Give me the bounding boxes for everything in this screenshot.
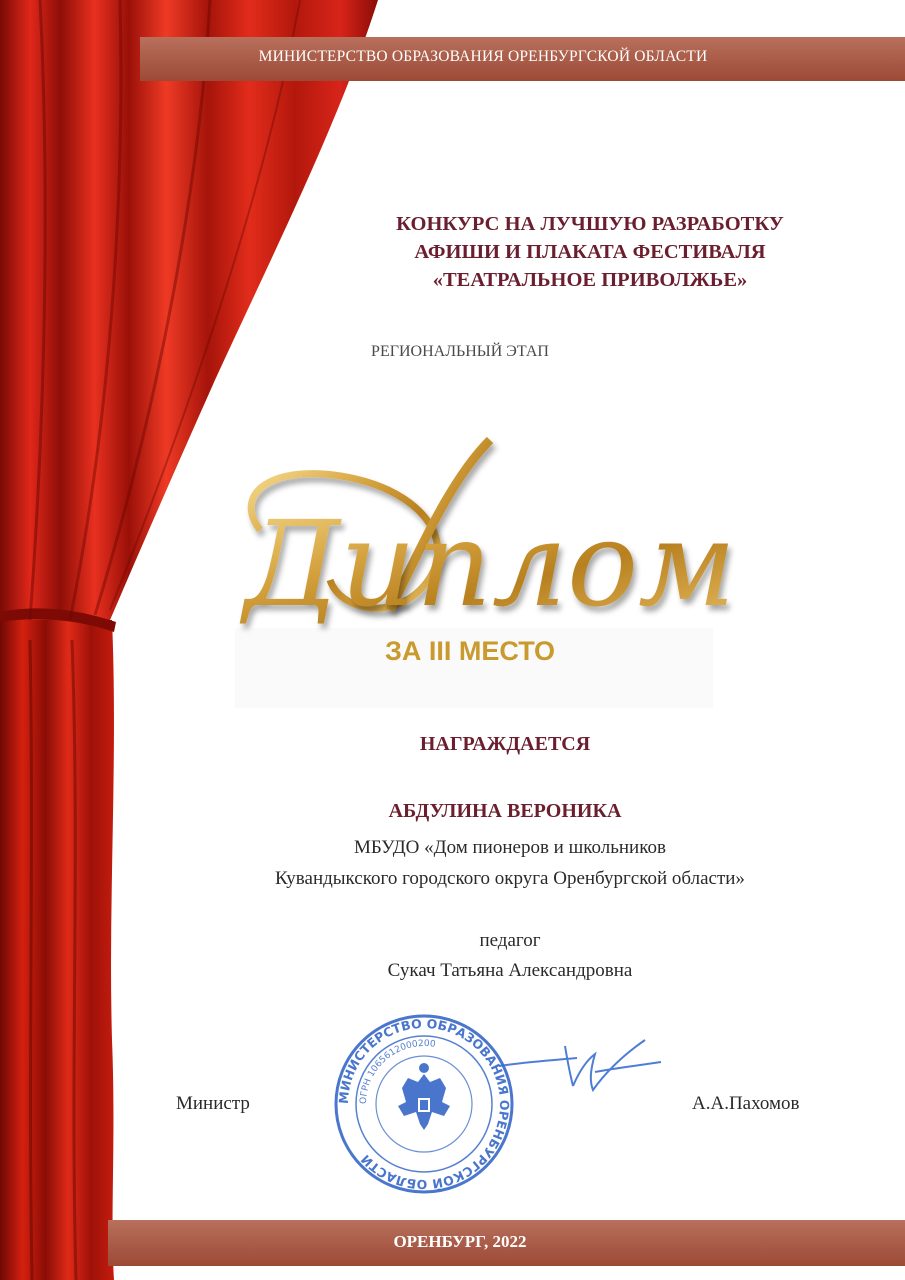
organization-line: Кувандыкского городского округа Оренбургской области» (275, 868, 745, 889)
organization (180, 832, 840, 894)
stage-label: РЕГИОНАЛЬНЫЙ ЭТАП (371, 343, 549, 360)
eagle-emblem-icon (398, 1063, 450, 1130)
minister-name: А.А.Пахомов (692, 1093, 800, 1114)
awarded-label: НАГРАЖДАЕТСЯ (419, 733, 591, 755)
teacher-role-label: педагог (479, 930, 541, 951)
footer-band (108, 1220, 905, 1266)
minister-signature (495, 1028, 665, 1100)
contest-title (330, 210, 850, 294)
teacher-name: Сукач Татьяна Александровна (387, 960, 633, 981)
diploma-heading (220, 420, 740, 640)
diploma-word: Диплом (244, 495, 736, 633)
place-label: ЗА III МЕСТО (384, 636, 556, 666)
contest-title-line: КОНКУРС НА ЛУЧШУЮ РАЗРАБОТКУ (396, 213, 784, 235)
official-seal (332, 1012, 516, 1196)
ministry-title: МИНИСТЕРСТВО ОБРАЗОВАНИЯ ОРЕНБУРГСКОЙ ОБЛАСТИ (258, 48, 708, 65)
organization-line: МБУДО «Дом пионеров и школьников (354, 837, 666, 858)
seal-inner-text: ОГРН 1065612000200 (358, 1038, 437, 1105)
header-band (140, 37, 905, 81)
minister-label: Министр (176, 1093, 250, 1114)
contest-title-line: «ТЕАТРАЛЬНОЕ ПРИВОЛЖЬЕ» (432, 269, 748, 291)
recipient-name: АБДУЛИНА ВЕРОНИКА (388, 800, 622, 822)
contest-title-line: АФИШИ И ПЛАКАТА ФЕСТИВАЛЯ (414, 241, 766, 263)
city-year: ОРЕНБУРГ, 2022 (393, 1232, 527, 1251)
seal-outer-text: МИНИСТЕРСТВО ОБРАЗОВАНИЯ ОРЕНБУРГСКОЙ ОБЛАСТИ (335, 1015, 513, 1193)
